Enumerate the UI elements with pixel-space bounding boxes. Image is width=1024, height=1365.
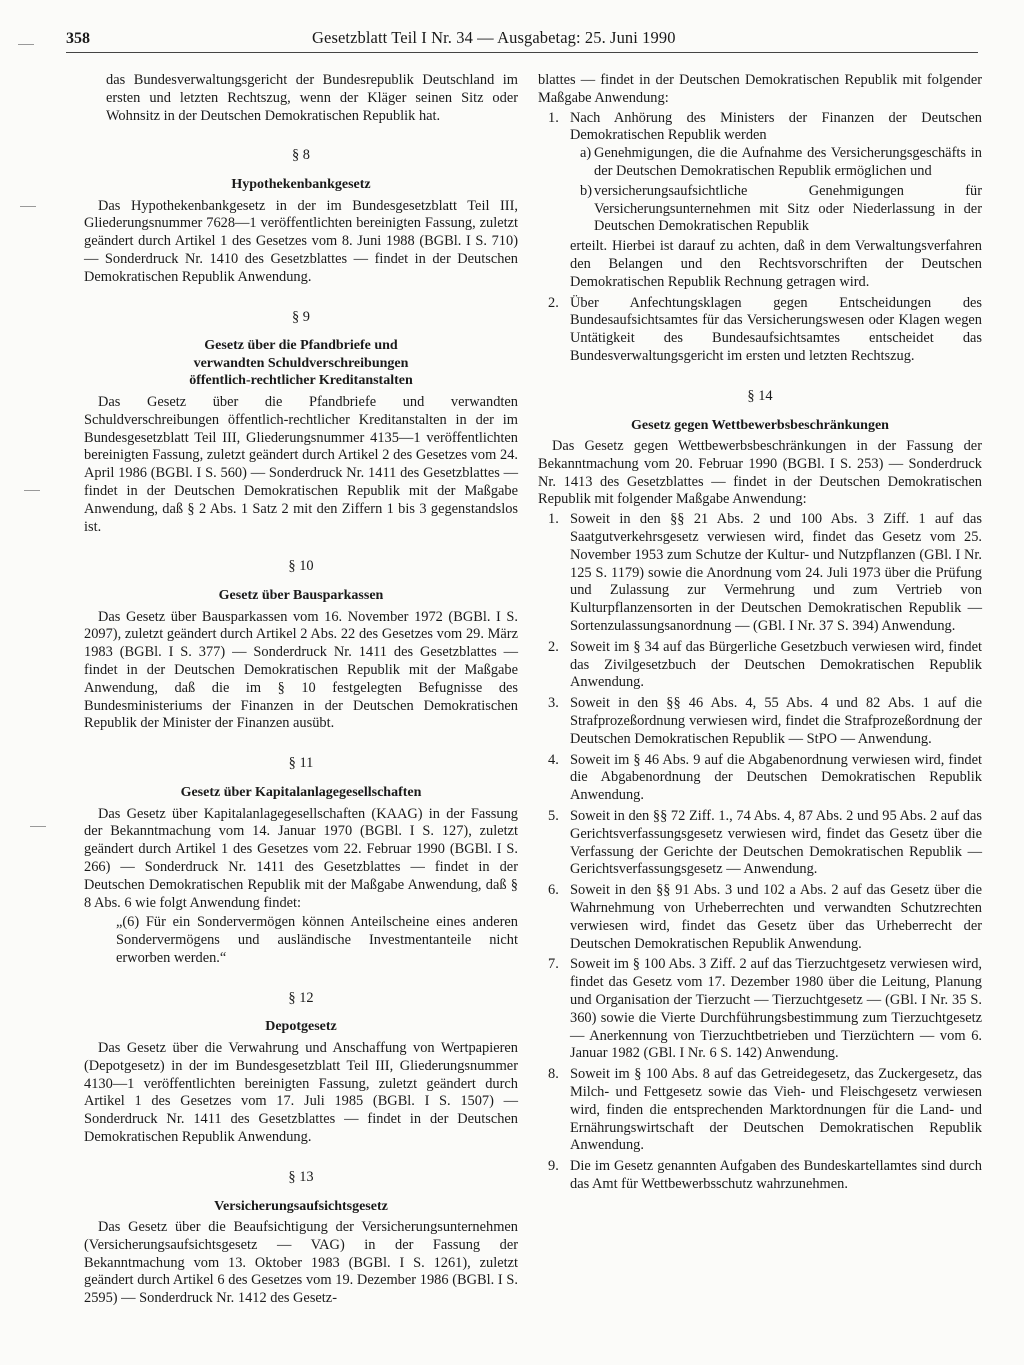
list-item-text: Über Anfechtungsklagen gegen Entscheidungen des Bundesaufsichtsamtes für das Versicherungswesen oder Klagen wegen Untätigkeit des Bundesaufsichtsamtes entscheidet das Bundesverwaltungsgericht im ersten und letzten Rechtszug. <box>570 294 982 364</box>
section-9-number: § 9 <box>292 308 310 325</box>
list-item-continuation: erteilt. Hierbei ist darauf zu achten, daß in dem Verwaltungsverfahren den Belangen und den Rechtsvorschriften der Deutschen Demokratischen Republik Rechnung getragen wird. <box>570 238 982 290</box>
section-13-number: § 13 <box>288 1168 314 1185</box>
list-item-number: 6. <box>548 882 559 899</box>
section-13-list <box>538 110 982 366</box>
list-item <box>538 1066 982 1155</box>
header-rule <box>66 52 978 53</box>
page-number: 358 <box>66 30 90 47</box>
list-item <box>538 295 982 366</box>
sub-item <box>570 145 982 181</box>
list-item <box>538 639 982 692</box>
list-item-text: Soweit im § 100 Abs. 8 auf das Getreidegesetz, das Zuckergesetz, das Milch- und Fettgesetz sowie das Vieh- und Fleischgesetz verwiesen wird, finden die entsprechenden Marktordnungen für die Land- und Ernährungswirtschaft der Deutschen Demokratischen Republik Anwendung. <box>570 1066 982 1154</box>
list-item <box>538 882 982 953</box>
section-11-text: Das Gesetz über Kapitalanlagegesellschaften (KAAG) in der Fassung der Bekanntmachung vom 14. Januar 1970 (BGBl. I S. 127), zuletzt geändert durch Artikel 1 des Gesetzes vom 22. Februar 1990 (BGBl. I S. 266) — Sonderdruck Nr. 1411 des Gesetzblattes — findet in der Deutschen Demokratischen Republik mit der Maßgabe Anwendung, daß § 8 Abs. 6 wie folgt Anwendung findet: <box>84 805 518 911</box>
section-13-text: Das Gesetz über die Beaufsichtigung der Versicherungsunternehmen (Versicherungsaufsichtsgesetz — VAG) in der Fassung der Bekanntmachung vom 13. Oktober 1983 (BGBl. I S. 1261), zuletzt geändert durch Artikel 6 des Gesetzes vom 19. Dezember 1986 (BGBl. I S. 2595) — Sonderdruck Nr. 1412 des Gesetz- <box>84 1219 518 1307</box>
section-10-text: Das Gesetz über Bausparkassen vom 16. November 1972 (BGBl. I S. 2097), zuletzt geändert durch Artikel 2 Abs. 22 des Gesetzes vom 29. März 1983 (BGBl. I S. 377) — Sonderdruck Nr. 1411 des Gesetzblattes — findet in der Deutschen Demokratischen Republik mit der Maßgabe Anwendung, daß die im § 10 festgelegten Befugnisse des Bundesministeriums der Finanzen in der Deutschen Demokratischen Republik der Minister der Finanzen ausübt. <box>84 608 518 732</box>
list-item <box>538 511 982 636</box>
section-14-number: § 14 <box>747 387 773 404</box>
list-item-text: Soweit im § 34 auf das Bürgerliche Gesetzbuch verwiesen wird, findet das Zivilgesetzbuch der Deutschen Demokratischen Republik Anwendung. <box>570 638 982 691</box>
section-11-number: § 11 <box>288 755 314 772</box>
right-column <box>538 72 982 1197</box>
section-11-quote: „(6) Für ein Sondervermögen können Anteilscheine eines anderen Sondervermögens und ausländische Investmentanteile nicht erworben werden.“ <box>116 914 518 966</box>
sub-item-text: Genehmigungen, die die Aufnahme des Versicherungsgeschäfts in der Deutschen Demokratischen Republik ermöglichen und <box>594 145 982 179</box>
list-item <box>538 695 982 748</box>
list-item-text: Soweit in den §§ 21 Abs. 2 und 100 Abs. 3 Ziff. 1 auf das Saatgutverkehrsgesetz verwiesen wird, findet das Gesetz vom 25. November 1953 zum Schutze der Kultur- und Nutzpflanzen (GBl. I Nr. 125 S. 1179) sowie die Anordnung vom 24. Juli 1973 über die Prüfung und Zulassung zur Vermehrung und zum Vertrieb von Kulturpflanzensorten in der Deutschen Demokratischen Republik — Sortenzulassungsanordnung — (GBl. I Nr. 37 S. 394) Anwendung. <box>570 511 982 635</box>
section-14-text: Das Gesetz gegen Wettbewerbsbeschränkungen in der Fassung der Bekanntmachung vom 20. Februar 1990 (BGBl. I S. 253) — Sonderdruck Nr. 1413 des Gesetzblattes — findet in der Deutschen Demokratischen Republik mit folgender Maßgabe Anwendung: <box>538 438 982 508</box>
list-item-number: 8. <box>548 1066 559 1083</box>
list-item <box>538 956 982 1063</box>
section-9-title-line: öffentlich-rechtlicher Kreditanstalten <box>189 373 413 389</box>
section-12-number: § 12 <box>288 989 314 1006</box>
section-13-continuation: blattes — findet in der Deutschen Demokratischen Republik mit folgender Maßgabe Anwendung: <box>538 72 982 106</box>
list-item-text: Soweit im § 46 Abs. 9 auf die Abgabenordnung verwiesen wird, findet die Abgabenordnung der Deutschen Demokratischen Republik Anwendung. <box>570 751 982 804</box>
list-item <box>538 808 982 879</box>
list-item-number: 7. <box>548 956 559 973</box>
list-item-number: 1. <box>548 511 559 528</box>
margin-mark <box>24 490 40 491</box>
section-10-title: Gesetz über Bausparkassen <box>218 588 384 604</box>
sub-item-text: versicherungsaufsichtliche Genehmigungen für Versicherungsunternehmen mit Sitz oder Niederlassung in der Deutschen Demokratischen Republik <box>594 182 982 235</box>
section-11-title: Gesetz über Kapitalanlagegesellschaften <box>180 785 422 801</box>
section-9-title-line: verwandten Schuldverschreibungen <box>193 355 409 371</box>
list-item-number: 1. <box>548 109 559 126</box>
list-item-number: 4. <box>548 751 559 768</box>
list-item-text: Die im Gesetz genannten Aufgaben des Bundeskartellamtes sind durch das Amt für Wettbewerbsschutz wahrzunehmen. <box>570 1158 982 1192</box>
list-item-number: 5. <box>548 807 559 824</box>
list-item <box>538 110 982 292</box>
list-item-number: 2. <box>548 638 559 655</box>
list-item <box>538 752 982 805</box>
section-8-number: § 8 <box>292 147 310 164</box>
intro-paragraph: das Bundesverwaltungsgericht der Bundesrepublik Deutschland im ersten und letzten Rechtszug, wenn der Kläger seinen Sitz oder Wohnsitz in der Deutschen Demokratischen Republik hat. <box>106 72 518 124</box>
margin-mark <box>18 44 34 45</box>
list-item-number: 9. <box>548 1158 559 1175</box>
section-9-text: Das Gesetz über die Pfandbriefe und verwandten Schuldverschreibungen öffentlich-rechtlicher Kreditanstalten in der im Bundesgesetzblatt Teil III, Gliederungsnummer 4135—1 veröffentlichten bereinigten Fassung, zuletzt geändert durch Artikel 2 des Gesetzes vom 24. April 1986 (BGBl. I S. 560) — Sonderdruck Nr. 1411 des Gesetzblattes — findet in der Deutschen Demokratischen Republik mit der Maßgabe Anwendung, daß § 2 Abs. 1 Satz 2 mit den Ziffern 1 bis 3 gegenstandslos ist. <box>84 393 518 535</box>
section-13-title: Versicherungsaufsichtsgesetz <box>214 1198 388 1214</box>
section-12-text: Das Gesetz über die Verwahrung und Anschaffung von Wertpapieren (Depotgesetz) in der im Bundesgesetzblatt Teil III, Gliederungsnummer 4130—1 veröffentlichten bereinigten Fassung, zuletzt geändert durch Artikel 1 des Gesetzes vom 17. Juli 1985 (BGBl. I S. 1507) — Sonderdruck Nr. 1411 des Gesetzblattes — findet in der Deutschen Demokratischen Republik Anwendung. <box>84 1039 518 1145</box>
section-14-title: Gesetz gegen Wettbewerbsbeschränkungen <box>631 417 889 433</box>
list-item-number: 2. <box>548 294 559 311</box>
section-10-number: § 10 <box>288 558 314 575</box>
list-item-number: 3. <box>548 695 559 712</box>
sub-item-letter: a) <box>580 145 592 162</box>
list-item-text: Soweit in den §§ 46 Abs. 4, 55 Abs. 4 und 82 Abs. 1 auf die Strafprozeßordnung verwiesen wird, findet die Strafprozeßordnung der Deutschen Demokratischen Republik — StPO — Anwendung. <box>570 695 982 747</box>
list-item-text: Nach Anhörung des Ministers der Finanzen der Deutschen Demokratischen Republik werden <box>570 109 982 144</box>
section-9-title-line: Gesetz über die Pfandbriefe und <box>204 338 398 354</box>
list-item-text: Soweit in den §§ 91 Abs. 3 und 102 a Abs. 2 auf das Gesetz über die Wahrnehmung von Urheberrechten und verwandten Schutzrechten verwiesen wird, findet das Gesetz über das Urheberrecht der Deutschen Demokratischen Republik Anwendung. <box>570 882 982 952</box>
section-14-list <box>538 511 982 1193</box>
list-item-text: Soweit in den §§ 72 Ziff. 1., 74 Abs. 4, 87 Abs. 2 und 95 Abs. 2 auf das Gerichtsverfassungsgesetz verwiesen wird, findet das Gesetz über die Verfassung der Gerichte der Deutschen Demokratischen Republik — Gerichtsverfassungsgesetz — Anwendung. <box>570 807 982 878</box>
running-head: Gesetzblatt Teil I Nr. 34 — Ausgabetag: 25. Juni 1990 <box>312 28 676 47</box>
sub-item <box>570 183 982 236</box>
section-12-title: Depotgesetz <box>265 1019 337 1035</box>
sub-item-letter: b) <box>580 182 592 199</box>
section-8-title: Hypothekenbankgesetz <box>231 177 371 193</box>
section-8-text: Das Hypothekenbankgesetz in der im Bundesgesetzblatt Teil III, Gliederungsnummer 7628—1 veröffentlichten bereinigten Fassung, zuletzt geändert durch Artikel 1 des Gesetzes vom 8. Juni 1988 (BGBl. I S. 710) — Sonderdruck Nr. 1410 des Gesetzblattes — findet in der Deutschen Demokratischen Republik Anwendung. <box>84 197 518 285</box>
list-item <box>538 1158 982 1194</box>
section-9-title <box>84 337 518 390</box>
list-item-text: Soweit im § 100 Abs. 3 Ziff. 2 auf das Tierzuchtgesetz verwiesen wird, findet das Gesetz vom 17. Dezember 1980 über die Leitung, Planung und Organisation der Tierzucht — Tierzuchtgesetz — (GBl. I Nr. 35 S. 360) sowie die Vierte Durchführungsbestimmung zum Tierzuchtgesetz — Anerkennung von Tierzuchtbetrieben und Tierzüchtern — vom 6. Januar 1982 (GBl. I Nr. 6 S. 142) Anwendung. <box>570 956 982 1062</box>
margin-mark <box>30 826 46 827</box>
margin-mark <box>20 206 36 207</box>
left-column <box>84 72 518 1308</box>
